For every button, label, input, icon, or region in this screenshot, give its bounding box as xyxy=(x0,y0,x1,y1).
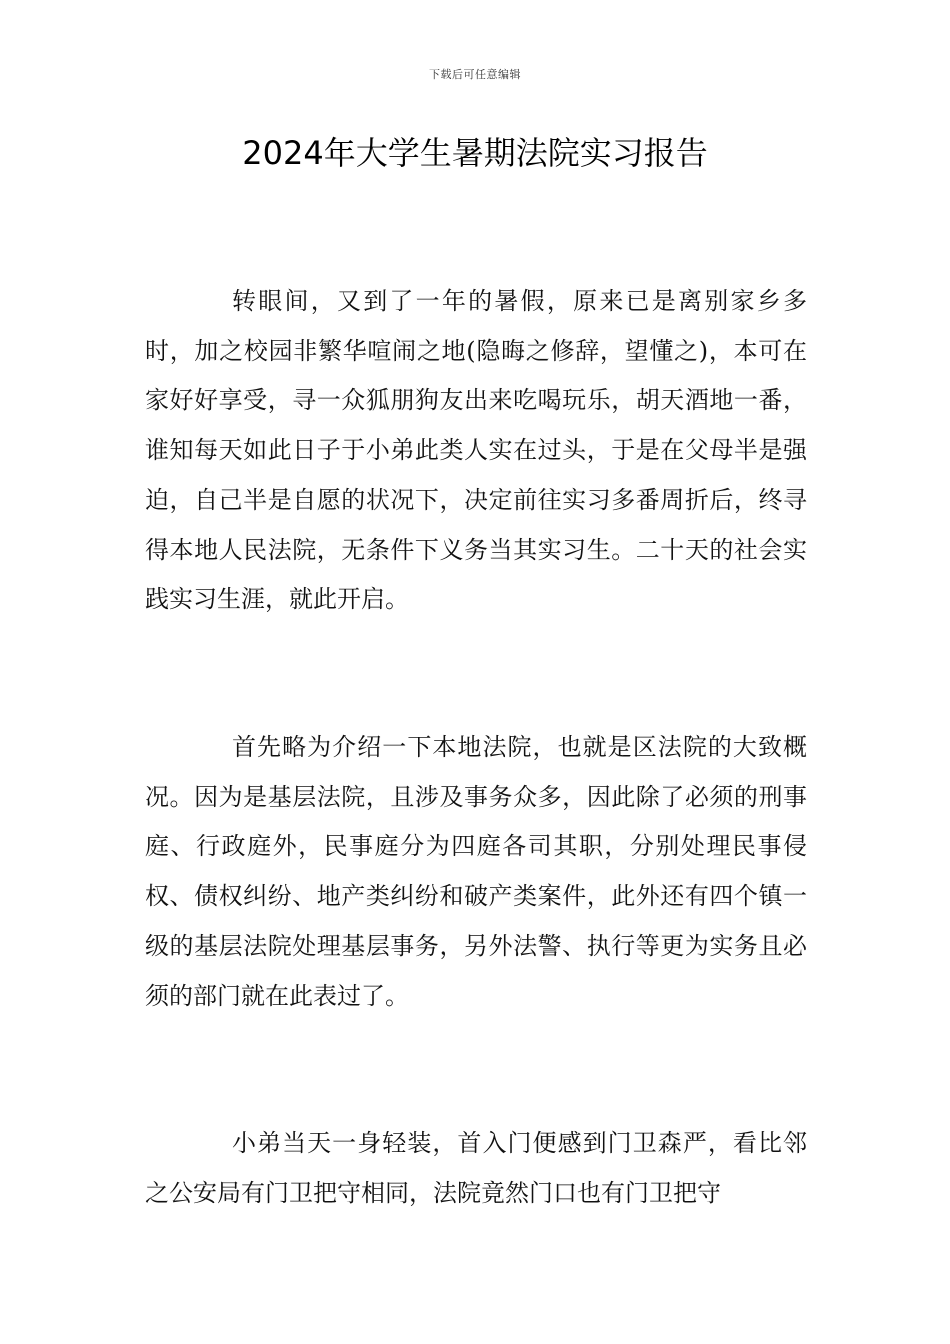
body-paragraph-1: 转眼间，又到了一年的暑假，原来已是离别家乡多时，加之校园非繁华喧闹之地(隐晦之修辞，望懂之)，本可在家好好享受，寻一众狐朋狗友出来吃喝玩乐，胡天酒地一番，谁知每天如此日子于小弟此类人实在过头，于是在父母半是强迫，自己半是自愿的状况下，决定前往实习多番周折后，终寻得本地人民法院，无条件下义务当其实习生。二十天的社会实践实习生涯，就此开启。 xyxy=(145,287,807,614)
body-paragraph-3: 小弟当天一身轻装，首入门便感到门卫森严，看比邻之公安局有门卫把守相同，法院竟然门口也有门卫把守 xyxy=(145,1129,807,1207)
body-paragraph-2: 首先略为介绍一下本地法院，也就是区法院的大致概况。因为是基层法院，且涉及事务众多，因此除了必须的刑事庭、行政庭外，民事庭分为四庭各司其职，分别处理民事侵权、债权纠纷、地产类纠纷和破产类案件，此外还有四个镇一级的基层法院处理基层事务，另外法警、执行等更为实务且必须的部门就在此表过了。 xyxy=(145,733,807,1010)
page-header-note: 下载后可任意编辑 xyxy=(429,68,521,81)
document-title: 2024年大学生暑期法院实习报告 xyxy=(242,134,708,172)
